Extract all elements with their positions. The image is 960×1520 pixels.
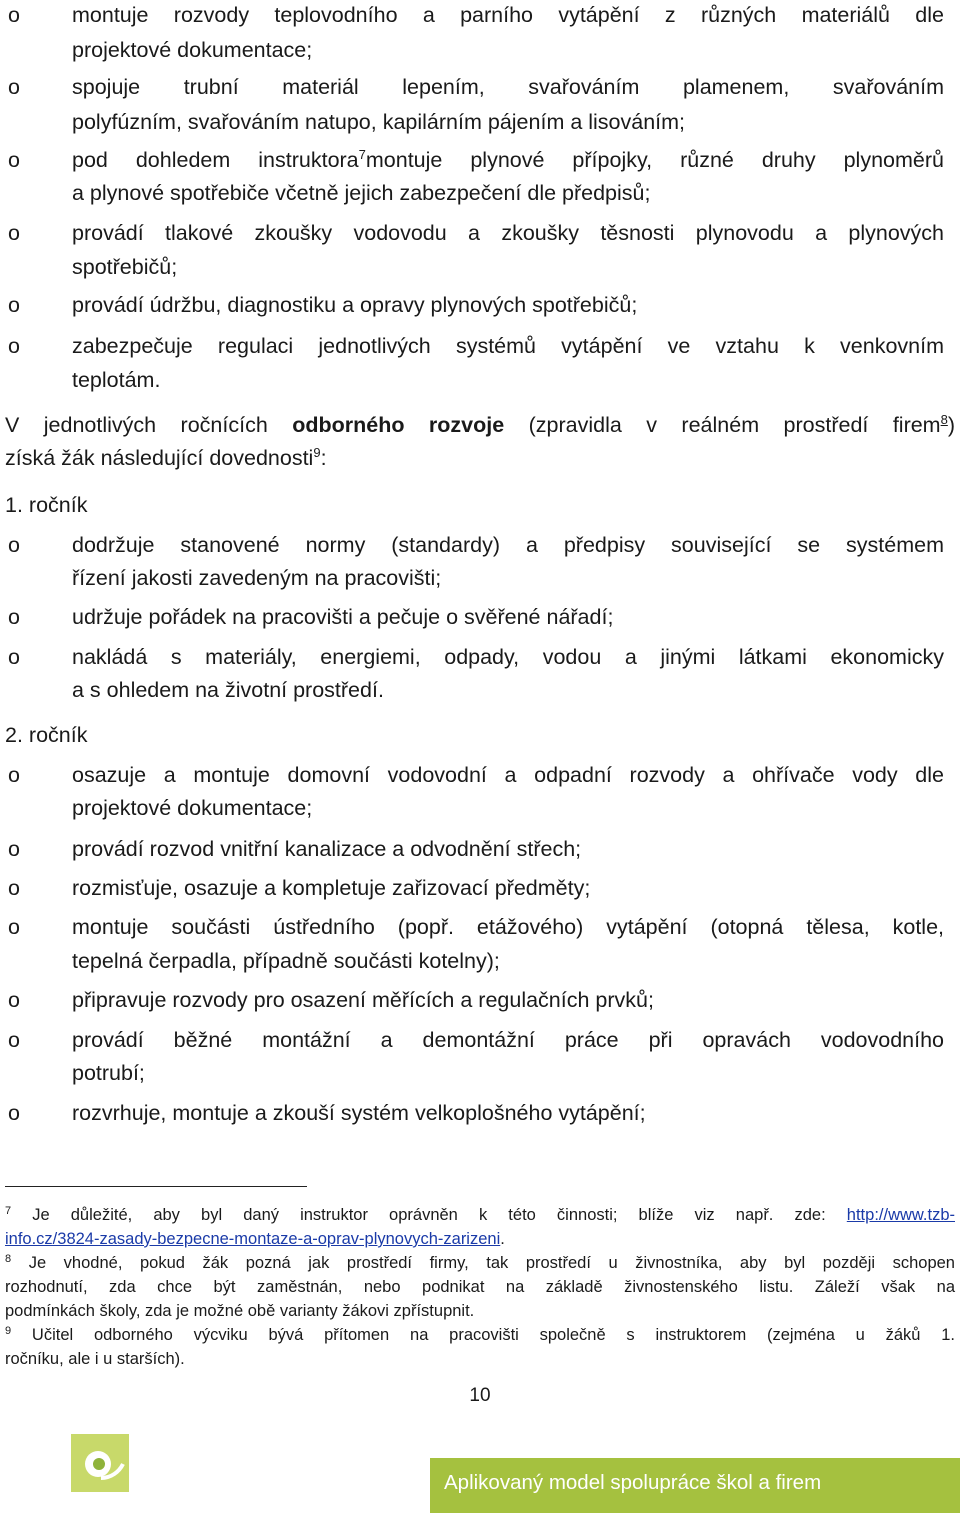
list-item-text: nakládá s materiály, energiemi, odpady, vodou a jinými látkami ekonomicky [72, 645, 944, 669]
bullet: o [8, 148, 20, 172]
list-item-text-part: pod dohledem instruktora [72, 148, 359, 172]
footnote-text: . [500, 1230, 505, 1248]
paragraph-text: (zpravidla v reálném prostředí firem [504, 413, 941, 437]
bullet: o [8, 645, 20, 669]
bullet: o [8, 221, 20, 245]
list-item-text: teplotám. [72, 368, 161, 392]
footnote-ref-7: 7 [358, 147, 366, 162]
footer-banner-text: Aplikovaný model spolupráce škol a firem [444, 1471, 822, 1494]
footnote-7-cont [5, 1227, 505, 1251]
bullet: o [8, 605, 20, 629]
footnote-ref-8: 8 [940, 412, 948, 427]
year1-heading: 1. ročník [5, 493, 88, 517]
list-item-text: spojuje trubní materiál lepením, svařováním plamenem, svařováním [72, 75, 944, 99]
footnote-9-line: ročníku, ale i u starších). [5, 1350, 185, 1368]
footnote-ref-9: 9 [313, 445, 321, 460]
bullet: o [8, 837, 20, 861]
footnote-number: 9 [5, 1325, 12, 1337]
list-item-text: řízení jakosti zavedeným na pracovišti; [72, 566, 442, 590]
bullet: o [8, 3, 20, 27]
paragraph-text: ) [947, 413, 956, 437]
list-item-text: a plynové spotřebiče včetně jejich zabezpečení dle předpisů; [72, 181, 651, 205]
bullet: o [8, 75, 20, 99]
list-item-text: a s ohledem na životní prostředí. [72, 678, 384, 702]
list-item-text: provádí rozvod vnitřní kanalizace a odvodnění střech; [72, 837, 582, 861]
footer-banner [430, 1458, 960, 1513]
list-item-text: spotřebičů; [72, 255, 178, 279]
list-item-text: dodržuje stanovené normy (standardy) a předpisy související se systémem [72, 533, 944, 557]
list-item-text: udržuje pořádek na pracovišti a pečuje o svěřené nářadí; [72, 605, 614, 629]
footnote-link[interactable]: http://www.tzb- [846, 1206, 955, 1224]
bullet: o [8, 876, 20, 900]
bullet: o [8, 988, 20, 1012]
year2-heading: 2. ročník [5, 723, 88, 747]
list-item-text: polyfúzním, svařováním natupo, kapilárním pájením a lisováním; [72, 110, 686, 134]
footnote-8-line: podmínkách školy, zda je možné obě varianty žákovi zpřístupnit. [5, 1302, 475, 1320]
list-item-text: provádí údržbu, diagnostiku a opravy plynových spotřebičů; [72, 293, 638, 317]
footnote-number: 7 [5, 1205, 12, 1217]
footnote-9 [5, 1323, 955, 1347]
footnote-text: Učitel odborného výcviku bývá přítomen na pracovišti společně s instruktorem (zejména u žáků 1. [11, 1326, 955, 1344]
footnote-text: Je vhodné, pokud žák pozná jak prostředí firmy, tak prostředí u živnostníka, aby byl později schopen [11, 1254, 955, 1272]
paragraph-bold-text: odborného rozvoje [292, 413, 505, 437]
paragraph-line [5, 408, 955, 442]
bullet: o [8, 334, 20, 358]
list-item-text: potrubí; [72, 1061, 145, 1085]
footnote-text: Je důležité, aby byl daný instruktor oprávněn k této činnosti; blíže viz např. zde: [11, 1206, 847, 1224]
footnote-number: 8 [5, 1253, 12, 1265]
bullet: o [8, 1028, 20, 1052]
list-item-text: osazuje a montuje domovní vodovodní a odpadní rozvody a ohřívače vody dle [72, 763, 944, 787]
list-item-text: rozmisťuje, osazuje a kompletuje zařizovací předměty; [72, 876, 591, 900]
list-item-text: tepelná čerpadla, případně součásti kotelny); [72, 949, 500, 973]
list-item-text-part: montuje plynové přípojky, různé druhy plynoměrů [365, 148, 944, 172]
bullet: o [8, 1101, 20, 1125]
list-item-text [72, 143, 944, 177]
paragraph-line [5, 441, 955, 475]
paragraph-text: : [320, 446, 327, 470]
paragraph-text: získá žák následující dovednosti [5, 446, 314, 470]
list-item-text: montuje součásti ústředního (popř. etážového) vytápění (otopná tělesa, kotle, [72, 915, 944, 939]
list-item-text: zabezpečuje regulaci jednotlivých systémů vytápění ve vztahu k venkovním [72, 334, 944, 358]
page-number: 10 [469, 1385, 491, 1406]
project-logo-icon [71, 1434, 129, 1492]
list-item-text: rozvrhuje, montuje a zkouší systém velkoplošného vytápění; [72, 1101, 646, 1125]
footnote-8 [5, 1251, 955, 1275]
bullet: o [8, 293, 20, 317]
list-item-text: projektové dokumentace; [72, 38, 313, 62]
footnote-separator [5, 1186, 307, 1187]
footnote-7 [5, 1203, 955, 1227]
bullet: o [8, 915, 20, 939]
list-item-text: projektové dokumentace; [72, 796, 313, 820]
list-item-text: montuje rozvody teplovodního a parního vytápění z různých materiálů dle [72, 3, 944, 27]
bullet: o [8, 763, 20, 787]
list-item-text: připravuje rozvody pro osazení měřících a regulačních prvků; [72, 988, 654, 1012]
footnote-8-line: rozhodnutí, zda chce být zaměstnán, nebo podnikat na základě živnostenského listu. Záleží však na [5, 1278, 955, 1296]
footnote-link[interactable]: info.cz/3824-zasady-bezpecne-montaze-a-oprav-plynovych-zarizeni [5, 1230, 501, 1248]
bullet: o [8, 533, 20, 557]
list-item-text: provádí tlakové zkoušky vodovodu a zkoušky těsnosti plynovodu a plynových [72, 221, 944, 245]
list-item-text: provádí běžné montážní a demontážní práce při opravách vodovodního [72, 1028, 944, 1052]
paragraph-text: V jednotlivých ročnících [5, 413, 293, 437]
